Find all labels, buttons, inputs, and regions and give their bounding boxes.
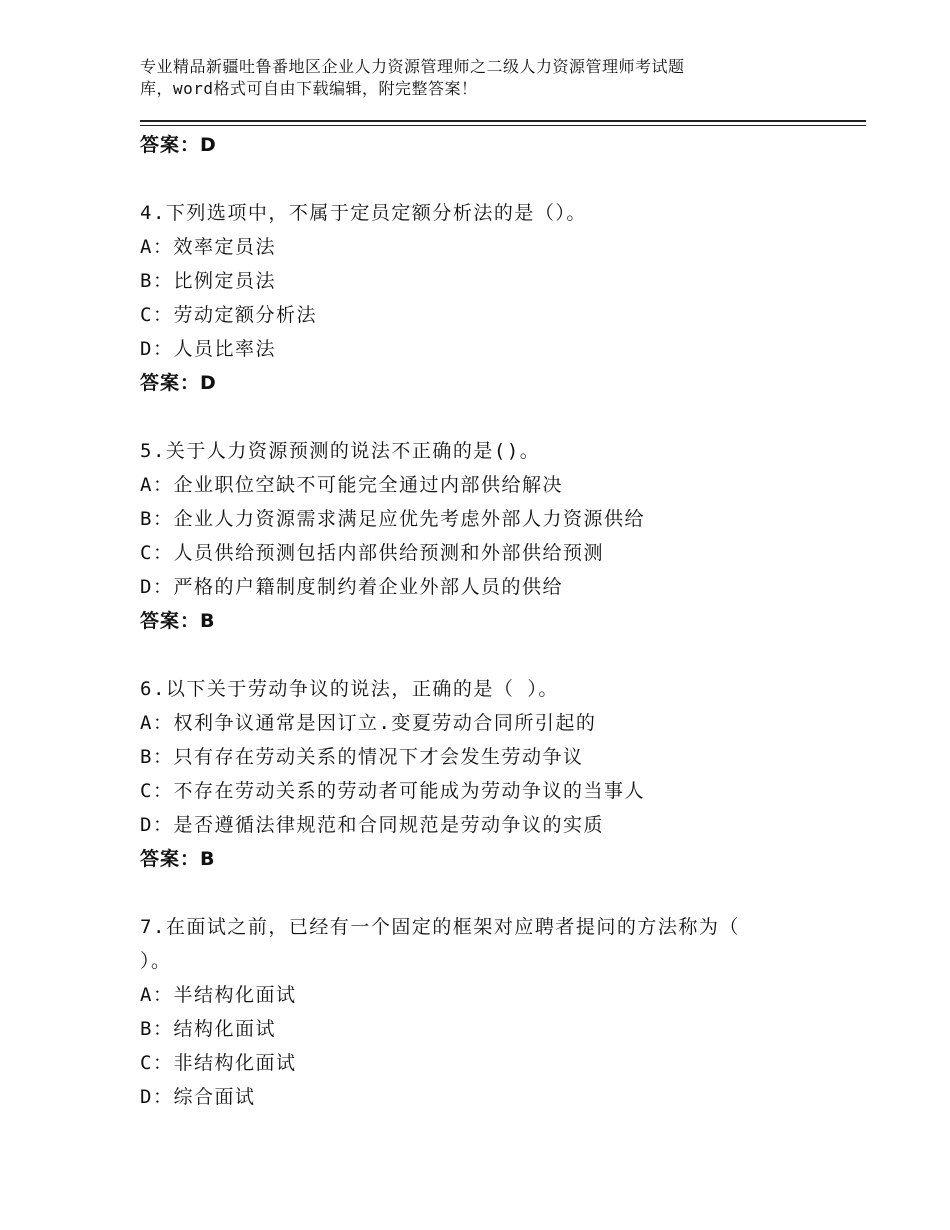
question-stem: 6.以下关于劳动争议的说法，正确的是（ ）。 — [140, 678, 559, 700]
option-d: D：严格的户籍制度制约着企业外部人员的供给 — [140, 576, 563, 598]
answer-q3: 答案：D — [140, 134, 217, 156]
option-d: D：是否遵循法律规范和合同规范是劳动争议的实质 — [140, 814, 604, 836]
header-divider-thin — [140, 125, 866, 126]
option-a: A：权利争议通常是因订立.变夏劳动合同所引起的 — [140, 712, 597, 734]
answer-q4: 答案：D — [140, 372, 217, 394]
option-d: D：综合面试 — [140, 1086, 256, 1108]
question-5 — [140, 434, 866, 638]
option-d: D：人员比率法 — [140, 338, 276, 360]
option-c: C：非结构化面试 — [140, 1052, 297, 1074]
option-c: C：人员供给预测包括内部供给预测和外部供给预测 — [140, 542, 604, 564]
option-c: C：不存在劳动关系的劳动者可能成为劳动争议的当事人 — [140, 780, 645, 802]
header-title-line1: 专业精品新疆吐鲁番地区企业人力资源管理师之二级人力资源管理师考试题 — [140, 57, 685, 76]
question-stem: 5.关于人力资源预测的说法不正确的是()。 — [140, 440, 541, 462]
document-header — [140, 56, 840, 100]
question-list — [140, 128, 866, 1114]
answer-q6: 答案：B — [140, 848, 216, 870]
question-6 — [140, 672, 866, 876]
option-b: B：比例定员法 — [140, 270, 276, 292]
header-title-line2: 库，word格式可自由下载编辑，附完整答案！ — [140, 79, 478, 98]
question-stem: 4.下列选项中，不属于定员定额分析法的是（）。 — [140, 202, 587, 224]
option-b: B：只有存在劳动关系的情况下才会发生劳动争议 — [140, 746, 584, 768]
question-stem-line2: ）。 — [140, 950, 172, 972]
option-b: B：企业人力资源需求满足应优先考虑外部人力资源供给 — [140, 508, 645, 530]
question-4 — [140, 196, 866, 400]
option-a: A：企业职位空缺不可能完全通过内部供给解决 — [140, 474, 563, 496]
question-stem-line1: 7.在面试之前，已经有一个固定的框架对应聘者提问的方法称为（ — [140, 916, 740, 938]
option-a: A：效率定员法 — [140, 236, 276, 258]
option-b: B：结构化面试 — [140, 1018, 276, 1040]
question-7 — [140, 910, 866, 1114]
option-a: A：半结构化面试 — [140, 984, 297, 1006]
answer-q5: 答案：B — [140, 610, 216, 632]
option-c: C：劳动定额分析法 — [140, 304, 317, 326]
header-divider — [140, 120, 866, 122]
